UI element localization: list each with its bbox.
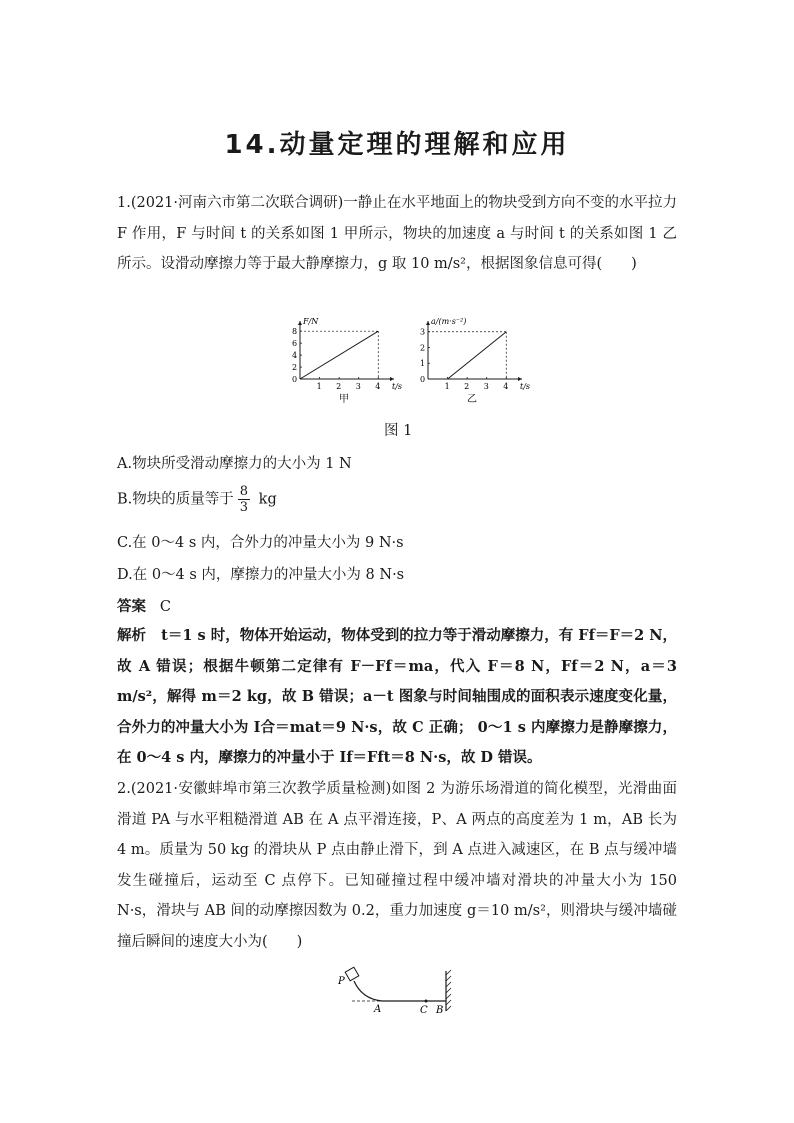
option-b-fraction xyxy=(238,484,250,515)
jia-y-axis-label: F/N xyxy=(303,317,319,326)
option-c: C.在 0～4 s 内，合外力的冲量大小为 9 N·s xyxy=(117,535,404,551)
analysis xyxy=(117,621,677,774)
jia-x-arrow xyxy=(390,377,394,381)
yi-chart-name: 乙 xyxy=(467,394,477,405)
question-2-stem: 2.(2021·安徽蚌埠市第三次教学质量检测)如图 2 为游乐场滑道的简化模型，光滑曲面滑道 PA 与水平粗糙滑道 AB 在 A 点平滑连接，P、A 两点的高度差为 1 m，AB 长为 4 m。质量为 50 kg 的滑块从 P 点由静止滑下，到 A 点进入减速区，在 B 点与缓冲墙发生碰撞后，运动至 C 点停下。已知碰撞过程中缓冲墙对滑块的冲量大小为 150 N·s，滑块与 AB 间的动摩擦因数为 0.2，重力加速度 g＝10 m/s²，则滑块与缓冲墙碰撞后瞬间的速度大小为( ) xyxy=(117,781,677,950)
yi-x-tick-label: 3 xyxy=(483,382,489,391)
page-title: 14.动量定理的理解和应用 xyxy=(224,130,570,160)
jia-x-tick-label: 1 xyxy=(316,382,322,391)
jia-y-arrow xyxy=(298,321,302,325)
jia-series-line xyxy=(300,331,378,379)
label-c: C xyxy=(420,1005,428,1016)
jia-chart-name: 甲 xyxy=(339,394,349,405)
option-d: D.在 0～4 s 内，摩擦力的冲量大小为 8 N·s xyxy=(117,567,405,583)
wall-hatching xyxy=(446,970,451,1011)
jia-x-tick-label: 4 xyxy=(375,382,381,391)
yi-origin-label: 0 xyxy=(420,375,426,384)
chart-jia xyxy=(292,317,402,405)
label-a: A xyxy=(374,1004,382,1015)
option-b-suffix: kg xyxy=(254,491,277,508)
jia-y-tick-label: 8 xyxy=(292,327,298,337)
jia-x-axis-label: t/s xyxy=(392,382,403,391)
yi-y-tick-label: 1 xyxy=(420,359,426,369)
jia-y-tick-label: 6 xyxy=(292,339,298,349)
yi-x-arrow xyxy=(518,377,522,381)
fraction-denominator: 3 xyxy=(239,500,249,515)
figure-2 xyxy=(334,965,464,1017)
yi-y-tick-label: 2 xyxy=(420,343,426,353)
option-a: A.物块所受滑动摩擦力的大小为 1 N xyxy=(117,456,352,472)
fraction-numerator: 8 xyxy=(239,484,249,499)
option-b xyxy=(117,484,277,515)
answer-value: C xyxy=(159,599,171,615)
track-curve xyxy=(354,981,446,1001)
yi-y-arrow xyxy=(426,321,430,325)
jia-y-tick-label: 2 xyxy=(292,363,298,373)
yi-y-axis-label: a/(m·s⁻²) xyxy=(431,317,467,326)
analysis-text: t＝1 s 时，物体开始运动，物体受到的拉力等于滑动摩擦力，有 Ff＝F＝2 N，故 A 错误；根据牛顿第二定律有 F－Ff＝ma，代入 F＝8 N，Ff＝2 N，a＝3 m/s²，解得 m＝2 kg，故 B 错误；a－t 图象与时间轴围成的面积表示速度变化量，合外力的冲量大小为 I合＝mat＝9 N·s，故 C 正确； 0～1 s 内摩擦力是静摩擦力，在 0～4 s 内，摩擦力的冲量小于 If＝Fft＝8 N·s，故 D 错误。 xyxy=(117,627,678,766)
question-1-stem: 1.(2021·河南六市第二次联合调研)一静止在水平地面上的物块受到方向不变的水平拉力 F 作用，F 与时间 t 的关系如图 1 甲所示，物块的加速度 a 与时间 t 的关系如图 1 乙所示。设滑动摩擦力等于最大静摩擦力，g 取 10 m/s²，根据图象信息可得( ) xyxy=(117,195,677,272)
answer-line xyxy=(117,595,171,616)
jia-x-tick-label: 3 xyxy=(355,382,361,391)
jia-x-tick-label: 2 xyxy=(336,382,342,391)
yi-x-axis-label: t/s xyxy=(520,382,531,391)
jia-origin-label: 0 xyxy=(292,375,298,384)
label-p: P xyxy=(338,976,345,987)
label-b: B xyxy=(436,1005,444,1016)
yi-x-tick-label: 1 xyxy=(444,382,450,391)
figure-1-caption: 图 1 xyxy=(384,423,413,439)
point-c-marker xyxy=(425,1000,428,1003)
yi-y-tick-label: 3 xyxy=(420,327,426,337)
jia-y-tick-label: 4 xyxy=(292,351,298,361)
option-b-prefix: B.物块的质量等于 xyxy=(117,491,234,508)
yi-x-tick-label: 4 xyxy=(503,382,509,391)
analysis-label: 解析 xyxy=(117,627,147,644)
yi-x-tick-label: 2 xyxy=(464,382,470,391)
figure-1 xyxy=(280,314,531,406)
yi-series-line xyxy=(448,332,507,379)
answer-label: 答案 xyxy=(117,598,146,615)
chart-yi xyxy=(420,317,530,405)
slider-block xyxy=(345,967,359,981)
